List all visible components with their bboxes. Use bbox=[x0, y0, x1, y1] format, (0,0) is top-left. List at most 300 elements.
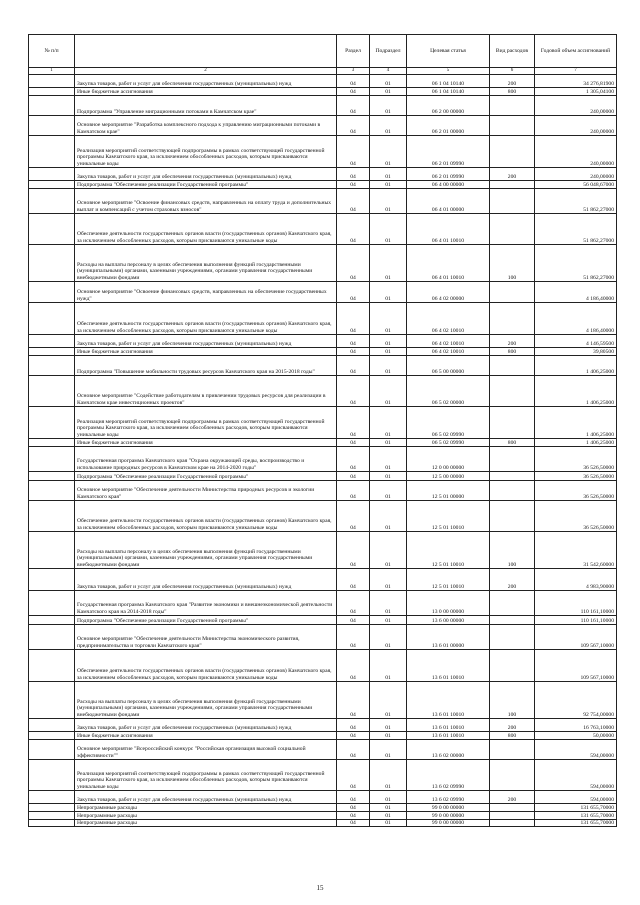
table-row bbox=[29, 96, 617, 116]
table-row bbox=[29, 532, 617, 569]
row-podrazdel: 01 bbox=[370, 650, 407, 682]
table-row bbox=[29, 591, 617, 616]
row-vid bbox=[490, 136, 535, 168]
table-row bbox=[29, 88, 617, 96]
row-num bbox=[29, 682, 75, 719]
table-row bbox=[29, 616, 617, 625]
row-name: Обеспечение деятельности государственных органов власти (государственных органов) Камчатского края, за исключением обособленных расходов, которым присваиваются уникальные коды bbox=[75, 303, 337, 335]
row-podrazdel: 01 bbox=[370, 245, 407, 282]
row-stat: 13 6 02 00000 bbox=[407, 740, 490, 760]
header-sum: Годовой объем ассигнований bbox=[535, 35, 617, 68]
header-vid: Вид расходов bbox=[490, 35, 535, 68]
table-row bbox=[29, 447, 617, 472]
table-row bbox=[29, 481, 617, 501]
row-razdel: 04 bbox=[337, 740, 370, 760]
row-podrazdel: 01 bbox=[370, 189, 407, 214]
row-podrazdel: 01 bbox=[370, 407, 407, 439]
row-vid bbox=[490, 116, 535, 136]
column-index: 4 bbox=[370, 68, 407, 75]
row-podrazdel: 01 bbox=[370, 356, 407, 376]
row-num bbox=[29, 356, 75, 376]
row-razdel: 04 bbox=[337, 168, 370, 181]
row-sum: 4 186,40000 bbox=[535, 282, 617, 303]
row-vid: 800 bbox=[490, 88, 535, 96]
row-name: Иные бюджетные ассигнования bbox=[75, 348, 337, 356]
row-vid: 100 bbox=[490, 532, 535, 569]
row-stat: 13 6 01 10010 bbox=[407, 719, 490, 732]
row-vid: 200 bbox=[490, 168, 535, 181]
row-name: Основное мероприятие "Разработка комплексного подхода к управлению миграционными потоками в Камчатском крае" bbox=[75, 116, 337, 136]
row-name: Основное мероприятие "Обеспечение деятельности Министерства экономического развития, предпринимательства и торговли Камчатского края" bbox=[75, 625, 337, 650]
row-vid bbox=[490, 481, 535, 501]
row-sum: 36 526,50000 bbox=[535, 481, 617, 501]
row-razdel: 04 bbox=[337, 116, 370, 136]
row-name: Закупка товаров, работ и услуг для обеспечения государственных (муниципальных) нужд bbox=[75, 791, 337, 804]
row-sum: 16 763,10000 bbox=[535, 719, 617, 732]
row-vid bbox=[490, 820, 535, 827]
row-stat: 12 5 01 10010 bbox=[407, 569, 490, 591]
row-podrazdel: 01 bbox=[370, 740, 407, 760]
row-num bbox=[29, 439, 75, 447]
row-name: Непрограммные расходы bbox=[75, 812, 337, 820]
row-razdel: 04 bbox=[337, 335, 370, 348]
row-vid bbox=[490, 96, 535, 116]
row-stat: 12 5 01 00000 bbox=[407, 481, 490, 501]
row-num bbox=[29, 136, 75, 168]
row-num bbox=[29, 812, 75, 820]
row-name: Непрограммные расходы bbox=[75, 804, 337, 812]
row-vid: 800 bbox=[490, 348, 535, 356]
row-razdel: 04 bbox=[337, 75, 370, 88]
row-vid bbox=[490, 181, 535, 189]
row-stat: 06 4 02 10010 bbox=[407, 303, 490, 335]
row-vid: 100 bbox=[490, 682, 535, 719]
row-stat: 12 0 00 00000 bbox=[407, 447, 490, 472]
row-razdel: 04 bbox=[337, 376, 370, 407]
row-name: Государственная программа Камчатского края "Развитие экономики и внешнеэкономической деятельности Камчатского края на 2014-2018 годы" bbox=[75, 591, 337, 616]
row-name: Реализация мероприятий соответствующей подпрограммы в рамках соответствующей государственной программы Камчатского края, за исключением обособленных расходов, которым присваиваются уникальные коды bbox=[75, 407, 337, 439]
row-razdel: 04 bbox=[337, 591, 370, 616]
row-sum: 4 983,90000 bbox=[535, 569, 617, 591]
row-name: Подпрограмма "Управление миграционными потоками в Камчатском крае" bbox=[75, 96, 337, 116]
row-sum: 51 862,27000 bbox=[535, 189, 617, 214]
row-razdel: 04 bbox=[337, 96, 370, 116]
row-stat: 99 0 00 00000 bbox=[407, 812, 490, 820]
row-podrazdel: 01 bbox=[370, 136, 407, 168]
row-sum: 4 186,40000 bbox=[535, 303, 617, 335]
row-stat: 06 2 00 00000 bbox=[407, 96, 490, 116]
row-razdel: 04 bbox=[337, 245, 370, 282]
column-index-row bbox=[29, 68, 617, 75]
row-razdel: 04 bbox=[337, 804, 370, 812]
row-podrazdel: 01 bbox=[370, 282, 407, 303]
row-num bbox=[29, 820, 75, 827]
row-stat: 13 6 01 10010 bbox=[407, 682, 490, 719]
row-stat: 13 0 00 00000 bbox=[407, 591, 490, 616]
row-podrazdel: 01 bbox=[370, 682, 407, 719]
row-vid bbox=[490, 214, 535, 245]
row-razdel: 04 bbox=[337, 650, 370, 682]
row-num bbox=[29, 214, 75, 245]
row-vid bbox=[490, 591, 535, 616]
table-row bbox=[29, 791, 617, 804]
row-razdel: 04 bbox=[337, 282, 370, 303]
row-stat: 13 6 00 00000 bbox=[407, 616, 490, 625]
row-name: Обеспечение деятельности государственных органов власти (государственных органов) Камчатского края, за исключением обособленных расходов, которым присваиваются уникальные коды bbox=[75, 650, 337, 682]
row-num bbox=[29, 591, 75, 616]
row-sum: 36 526,50000 bbox=[535, 501, 617, 532]
row-sum: 36 526,50000 bbox=[535, 447, 617, 472]
table-row bbox=[29, 650, 617, 682]
row-sum: 56 048,67000 bbox=[535, 181, 617, 189]
table-row bbox=[29, 189, 617, 214]
row-num bbox=[29, 625, 75, 650]
table-row bbox=[29, 439, 617, 447]
table-row bbox=[29, 282, 617, 303]
row-stat: 06 4 00 00000 bbox=[407, 181, 490, 189]
row-name: Основное мероприятие "Обеспечение деятельности Министерства природных ресурсов и экологии Камчатского края" bbox=[75, 481, 337, 501]
row-num bbox=[29, 481, 75, 501]
row-razdel: 04 bbox=[337, 569, 370, 591]
row-sum: 1 305,04100 bbox=[535, 88, 617, 96]
row-sum: 92 754,00000 bbox=[535, 682, 617, 719]
column-index: 2 bbox=[75, 68, 337, 75]
row-sum: 51 862,27000 bbox=[535, 214, 617, 245]
row-stat: 13 6 02 09990 bbox=[407, 760, 490, 791]
row-sum: 594,00000 bbox=[535, 740, 617, 760]
row-num bbox=[29, 376, 75, 407]
row-razdel: 04 bbox=[337, 719, 370, 732]
table-body bbox=[29, 75, 617, 827]
row-name: Закупка товаров, работ и услуг для обеспечения государственных (муниципальных) нужд bbox=[75, 168, 337, 181]
row-vid bbox=[490, 407, 535, 439]
row-name: Иные бюджетные ассигнования bbox=[75, 439, 337, 447]
row-name: Закупка товаров, работ и услуг для обеспечения государственных (муниципальных) нужд bbox=[75, 335, 337, 348]
row-sum: 109 567,10000 bbox=[535, 625, 617, 650]
row-podrazdel: 01 bbox=[370, 732, 407, 740]
row-podrazdel: 01 bbox=[370, 88, 407, 96]
row-sum: 594,00000 bbox=[535, 760, 617, 791]
table-row bbox=[29, 472, 617, 481]
column-index: 5 bbox=[407, 68, 490, 75]
row-name: Расходы на выплаты персоналу в целях обеспечения выполнения функций государственными (муниципальными) органами, казенными учреждениями, органами управления государственными внебюджетными фондами bbox=[75, 682, 337, 719]
row-stat: 06 5 02 09990 bbox=[407, 439, 490, 447]
row-razdel: 04 bbox=[337, 189, 370, 214]
row-sum: 31 542,60000 bbox=[535, 532, 617, 569]
table-row bbox=[29, 75, 617, 88]
row-sum: 131 655,70000 bbox=[535, 820, 617, 827]
table-row bbox=[29, 569, 617, 591]
row-podrazdel: 01 bbox=[370, 75, 407, 88]
row-vid: 200 bbox=[490, 791, 535, 804]
row-stat: 06 4 02 00000 bbox=[407, 282, 490, 303]
row-stat: 06 4 01 00000 bbox=[407, 189, 490, 214]
row-podrazdel: 01 bbox=[370, 481, 407, 501]
row-razdel: 04 bbox=[337, 481, 370, 501]
table-row bbox=[29, 812, 617, 820]
row-stat: 13 6 01 10010 bbox=[407, 650, 490, 682]
row-name: Подпрограмма "Обеспечение реализации Государственной программы" bbox=[75, 472, 337, 481]
column-index: 6 bbox=[490, 68, 535, 75]
row-name: Обеспечение деятельности государственных органов власти (государственных органов) Камчатского края, за исключением обособленных расходов, которым присваиваются уникальные коды bbox=[75, 501, 337, 532]
row-num bbox=[29, 96, 75, 116]
budget-table bbox=[28, 34, 617, 827]
row-sum: 1 406,25000 bbox=[535, 407, 617, 439]
header-podrazdel: Подраздел bbox=[370, 35, 407, 68]
row-stat: 12 5 00 00000 bbox=[407, 472, 490, 481]
row-name: Закупка товаров, работ и услуг для обеспечения государственных (муниципальных) нужд bbox=[75, 75, 337, 88]
row-razdel: 04 bbox=[337, 439, 370, 447]
row-stat: 06 2 01 00000 bbox=[407, 116, 490, 136]
row-name: Иные бюджетные ассигнования bbox=[75, 88, 337, 96]
row-razdel: 04 bbox=[337, 532, 370, 569]
row-sum: 240,00000 bbox=[535, 136, 617, 168]
row-name: Расходы на выплаты персоналу в целях обеспечения выполнения функций государственными (муниципальными) органами, казенными учреждениями, органами управления государственными внебюджетными фондами bbox=[75, 532, 337, 569]
row-podrazdel: 01 bbox=[370, 303, 407, 335]
row-stat: 13 6 02 09990 bbox=[407, 791, 490, 804]
row-podrazdel: 01 bbox=[370, 439, 407, 447]
row-vid: 200 bbox=[490, 75, 535, 88]
row-name: Основное мероприятие "Содействие работодателям в привлечении трудовых ресурсов для реализации в Камчатском крае инвестиционных проектов" bbox=[75, 376, 337, 407]
row-num bbox=[29, 168, 75, 181]
row-podrazdel: 01 bbox=[370, 96, 407, 116]
row-vid bbox=[490, 625, 535, 650]
row-name: Подпрограмма "Обеспечение реализации Государственной программы" bbox=[75, 181, 337, 189]
table-row bbox=[29, 682, 617, 719]
row-sum: 594,00000 bbox=[535, 791, 617, 804]
row-stat: 06 4 02 10010 bbox=[407, 335, 490, 348]
row-sum: 240,00000 bbox=[535, 168, 617, 181]
row-sum: 131 655,70000 bbox=[535, 804, 617, 812]
row-vid bbox=[490, 447, 535, 472]
row-stat: 13 6 01 00000 bbox=[407, 625, 490, 650]
row-num bbox=[29, 245, 75, 282]
row-podrazdel: 01 bbox=[370, 116, 407, 136]
table-row bbox=[29, 407, 617, 439]
row-stat: 06 2 01 09990 bbox=[407, 136, 490, 168]
row-podrazdel: 01 bbox=[370, 447, 407, 472]
row-podrazdel: 01 bbox=[370, 820, 407, 827]
row-name: Непрограммные расходы bbox=[75, 820, 337, 827]
row-vid bbox=[490, 303, 535, 335]
row-vid: 800 bbox=[490, 439, 535, 447]
row-stat: 06 1 04 10140 bbox=[407, 75, 490, 88]
row-num bbox=[29, 181, 75, 189]
table-row bbox=[29, 348, 617, 356]
row-num bbox=[29, 616, 75, 625]
row-razdel: 04 bbox=[337, 407, 370, 439]
row-podrazdel: 01 bbox=[370, 214, 407, 245]
row-name: Основное мероприятие "Освоение финансовых средств, направленных на оплату труда и дополнительных выплат и компенсаций с учетом страховых взносов" bbox=[75, 189, 337, 214]
table-row bbox=[29, 719, 617, 732]
row-razdel: 04 bbox=[337, 348, 370, 356]
table-row bbox=[29, 625, 617, 650]
row-num bbox=[29, 75, 75, 88]
row-num bbox=[29, 569, 75, 591]
header-razdel: Раздел bbox=[337, 35, 370, 68]
row-stat: 06 4 02 10010 bbox=[407, 348, 490, 356]
row-stat: 99 0 00 00000 bbox=[407, 820, 490, 827]
row-sum: 50,00000 bbox=[535, 732, 617, 740]
row-vid: 200 bbox=[490, 569, 535, 591]
table-row bbox=[29, 168, 617, 181]
row-razdel: 04 bbox=[337, 501, 370, 532]
row-num bbox=[29, 650, 75, 682]
row-sum: 1 406,25000 bbox=[535, 356, 617, 376]
table-row bbox=[29, 335, 617, 348]
row-vid: 100 bbox=[490, 245, 535, 282]
row-razdel: 04 bbox=[337, 214, 370, 245]
row-stat: 06 5 02 09990 bbox=[407, 407, 490, 439]
header-num: № п/п bbox=[29, 35, 75, 68]
row-podrazdel: 01 bbox=[370, 719, 407, 732]
row-razdel: 04 bbox=[337, 812, 370, 820]
header-stat: Целевая статья bbox=[407, 35, 490, 68]
row-podrazdel: 01 bbox=[370, 812, 407, 820]
table-row bbox=[29, 136, 617, 168]
row-num bbox=[29, 472, 75, 481]
row-stat: 06 4 01 10010 bbox=[407, 245, 490, 282]
row-podrazdel: 01 bbox=[370, 501, 407, 532]
row-num bbox=[29, 189, 75, 214]
row-vid: 800 bbox=[490, 732, 535, 740]
row-razdel: 04 bbox=[337, 303, 370, 335]
row-stat: 99 0 00 00000 bbox=[407, 804, 490, 812]
row-razdel: 04 bbox=[337, 682, 370, 719]
table-row bbox=[29, 356, 617, 376]
row-vid bbox=[490, 740, 535, 760]
row-name: Подпрограмма "Обеспечение реализации Государственной программы" bbox=[75, 616, 337, 625]
row-name: Реализация мероприятий соответствующей подпрограммы в рамках соответствующей государственной программы Камчатского края, за исключением обособленных расходов, которым присваиваются уникальные коды bbox=[75, 760, 337, 791]
row-sum: 1 406,25000 bbox=[535, 376, 617, 407]
row-stat: 12 5 01 10010 bbox=[407, 501, 490, 532]
row-vid bbox=[490, 376, 535, 407]
row-name: Реализация мероприятий соответствующей подпрограммы в рамках соответствующей государственной программы Камчатского края, за исключением обособленных расходов, которым присваиваются уникальные коды bbox=[75, 136, 337, 168]
row-stat: 06 5 02 00000 bbox=[407, 376, 490, 407]
row-num bbox=[29, 760, 75, 791]
row-sum: 109 567,10000 bbox=[535, 650, 617, 682]
row-podrazdel: 01 bbox=[370, 760, 407, 791]
row-vid bbox=[490, 501, 535, 532]
table-row bbox=[29, 804, 617, 812]
header-row bbox=[29, 35, 617, 68]
row-podrazdel: 01 bbox=[370, 335, 407, 348]
row-num bbox=[29, 116, 75, 136]
row-podrazdel: 01 bbox=[370, 348, 407, 356]
row-podrazdel: 01 bbox=[370, 376, 407, 407]
row-sum: 4 146,59500 bbox=[535, 335, 617, 348]
row-num bbox=[29, 303, 75, 335]
row-vid bbox=[490, 282, 535, 303]
row-podrazdel: 01 bbox=[370, 532, 407, 569]
row-podrazdel: 01 bbox=[370, 569, 407, 591]
table-row bbox=[29, 732, 617, 740]
row-num bbox=[29, 804, 75, 812]
row-razdel: 04 bbox=[337, 732, 370, 740]
row-num bbox=[29, 791, 75, 804]
row-num bbox=[29, 732, 75, 740]
table-row bbox=[29, 181, 617, 189]
row-vid bbox=[490, 812, 535, 820]
header-name bbox=[75, 35, 337, 68]
table-row bbox=[29, 376, 617, 407]
table-row bbox=[29, 820, 617, 827]
row-podrazdel: 01 bbox=[370, 616, 407, 625]
row-vid bbox=[490, 189, 535, 214]
row-razdel: 04 bbox=[337, 181, 370, 189]
row-name: Государственная программа Камчатского края "Охрана окружающей среды, воспроизводство и использование природных ресурсов в Камчатском крае на 2014-2020 годы" bbox=[75, 447, 337, 472]
row-vid bbox=[490, 472, 535, 481]
row-num bbox=[29, 532, 75, 569]
row-razdel: 04 bbox=[337, 760, 370, 791]
row-num bbox=[29, 407, 75, 439]
row-name: Расходы на выплаты персоналу в целях обеспечения выполнения функций государственными (муниципальными) органами, казенными учреждениями, органами управления государственными внебюджетными фондами bbox=[75, 245, 337, 282]
document-page bbox=[28, 34, 616, 827]
row-sum: 110 161,10000 bbox=[535, 616, 617, 625]
row-vid: 200 bbox=[490, 335, 535, 348]
table-row bbox=[29, 740, 617, 760]
row-razdel: 04 bbox=[337, 356, 370, 376]
row-num bbox=[29, 719, 75, 732]
page-number: 15 bbox=[316, 884, 324, 892]
row-num bbox=[29, 501, 75, 532]
row-sum: 36 526,50000 bbox=[535, 472, 617, 481]
row-sum: 240,00000 bbox=[535, 96, 617, 116]
row-vid bbox=[490, 804, 535, 812]
row-stat: 06 2 01 09990 bbox=[407, 168, 490, 181]
row-stat: 06 5 00 00000 bbox=[407, 356, 490, 376]
row-name: Иные бюджетные ассигнования bbox=[75, 732, 337, 740]
table-row bbox=[29, 116, 617, 136]
row-sum: 240,00000 bbox=[535, 116, 617, 136]
table-row bbox=[29, 303, 617, 335]
row-num bbox=[29, 740, 75, 760]
row-razdel: 04 bbox=[337, 472, 370, 481]
row-name: Основное мероприятие "Освоение финансовых средств, направленных на обеспечение государственных нужд" bbox=[75, 282, 337, 303]
row-podrazdel: 01 bbox=[370, 472, 407, 481]
row-razdel: 04 bbox=[337, 616, 370, 625]
row-razdel: 04 bbox=[337, 88, 370, 96]
row-num bbox=[29, 447, 75, 472]
row-razdel: 04 bbox=[337, 136, 370, 168]
row-name: Основное мероприятие "Всероссийский конкурс "Российская организация высокой социальной эффективности"" bbox=[75, 740, 337, 760]
row-razdel: 04 bbox=[337, 625, 370, 650]
column-index: 3 bbox=[337, 68, 370, 75]
row-stat: 13 6 01 10010 bbox=[407, 732, 490, 740]
row-num bbox=[29, 282, 75, 303]
row-name: Закупка товаров, работ и услуг для обеспечения государственных (муниципальных) нужд bbox=[75, 719, 337, 732]
column-index: 7 bbox=[535, 68, 617, 75]
row-sum: 51 862,27000 bbox=[535, 245, 617, 282]
row-vid bbox=[490, 356, 535, 376]
row-sum: 131 655,70000 bbox=[535, 812, 617, 820]
row-podrazdel: 01 bbox=[370, 804, 407, 812]
table-row bbox=[29, 501, 617, 532]
row-stat: 06 4 01 10010 bbox=[407, 214, 490, 245]
row-podrazdel: 01 bbox=[370, 591, 407, 616]
row-podrazdel: 01 bbox=[370, 168, 407, 181]
table-row bbox=[29, 245, 617, 282]
row-vid bbox=[490, 616, 535, 625]
row-sum: 39,80500 bbox=[535, 348, 617, 356]
row-name: Подпрограмма "Повышение мобильности трудовых ресурсов Камчатского края на 2015-2018 годы" bbox=[75, 356, 337, 376]
row-num bbox=[29, 88, 75, 96]
row-stat: 12 5 01 10010 bbox=[407, 532, 490, 569]
row-vid bbox=[490, 760, 535, 791]
table-row bbox=[29, 760, 617, 791]
row-name: Закупка товаров, работ и услуг для обеспечения государственных (муниципальных) нужд bbox=[75, 569, 337, 591]
row-sum: 1 406,25000 bbox=[535, 439, 617, 447]
